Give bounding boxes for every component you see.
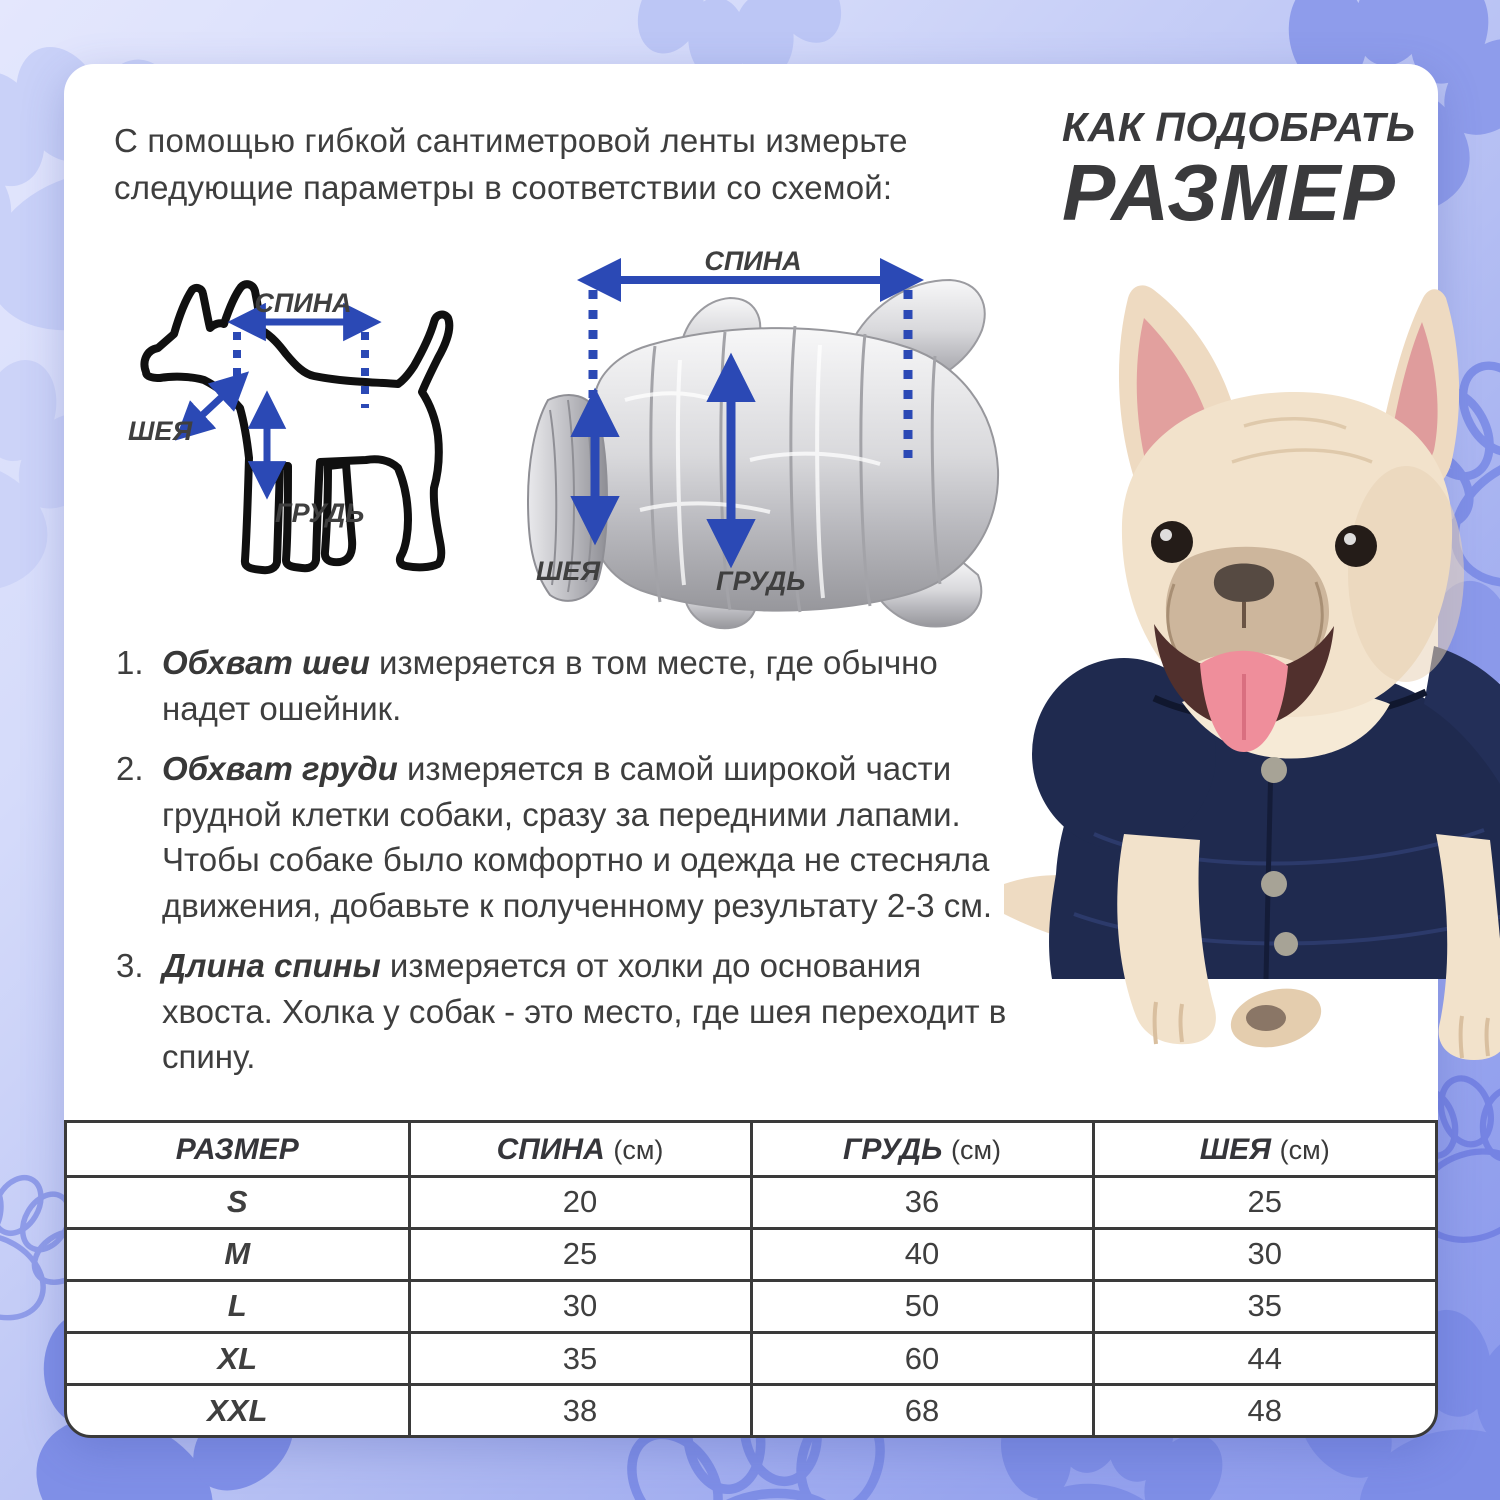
snap-button	[1274, 932, 1298, 956]
item-text: Длина спины измеряется от холки до основания хвоста. Холка у собак - это место, где шея переходит в спину.	[162, 947, 1007, 1076]
left-eye-highlight	[1160, 529, 1172, 541]
chest-cell: 68	[751, 1385, 1093, 1435]
left-eye	[1151, 521, 1193, 563]
chest-label: ГРУДЬ	[716, 566, 806, 596]
chest-cell: 60	[751, 1333, 1093, 1385]
back-label: СПИНА	[254, 288, 352, 318]
item-number: 3.	[116, 947, 144, 985]
instruction-item-2	[116, 746, 1021, 928]
right-eye	[1335, 525, 1377, 567]
rear-paw-pad	[1246, 1005, 1286, 1031]
instruction-item-3	[116, 943, 1021, 1080]
nose	[1214, 564, 1274, 603]
table-row-s	[67, 1176, 1435, 1228]
table-row-xxl	[67, 1385, 1435, 1435]
back-cell: 38	[409, 1385, 751, 1435]
neck-cell: 35	[1093, 1280, 1435, 1332]
header-size: РАЗМЕР	[67, 1123, 409, 1176]
page-title-line2: РАЗМЕР	[1062, 148, 1396, 237]
back-label: СПИНА	[704, 250, 802, 276]
size-cell: S	[67, 1176, 409, 1228]
table-row-m	[67, 1228, 1435, 1280]
size-cell: XXL	[67, 1385, 409, 1435]
back-cell: 35	[409, 1333, 751, 1385]
neck-label: ШЕЯ	[536, 556, 601, 586]
jacket-measurement-diagram	[520, 250, 1020, 645]
head-shading	[1348, 466, 1464, 682]
neck-cell: 30	[1093, 1228, 1435, 1280]
neck-label: ШЕЯ	[128, 416, 193, 446]
size-cell: XL	[67, 1333, 409, 1385]
snap-button	[1261, 757, 1287, 783]
instruction-item-1	[116, 640, 1021, 731]
size-cell: L	[67, 1280, 409, 1332]
page-title	[1062, 104, 1462, 239]
french-bulldog-photo	[1004, 274, 1500, 1094]
item-number: 2.	[116, 750, 144, 788]
snap-button	[1261, 871, 1287, 897]
intro-text: С помощью гибкой сантиметровой ленты измерьте следующие параметры в соответствии со схемой:	[114, 122, 908, 206]
chest-label: ГРУДЬ	[275, 498, 365, 528]
chest-cell: 36	[751, 1176, 1093, 1228]
chest-cell: 50	[751, 1280, 1093, 1332]
neck-cell: 44	[1093, 1333, 1435, 1385]
dog-outline-measurement-diagram	[100, 270, 530, 610]
header-neck: ШЕЯ (см)	[1093, 1123, 1435, 1176]
right-eye-highlight	[1344, 533, 1356, 545]
page-title-line1: КАК ПОДОБРАТЬ	[1062, 104, 1416, 150]
item-text: Обхват груди измеряется в самой широкой части грудной клетки собаки, сразу за передними лапами. Чтобы собаке было комфортно и одежда не стесняла движения, добавьте к полученному результату 2-3 см.	[162, 750, 993, 924]
item-number: 1.	[116, 644, 144, 681]
neck-cell: 25	[1093, 1176, 1435, 1228]
size-table-header-row	[67, 1123, 1435, 1176]
size-table	[64, 1120, 1438, 1438]
chest-cell: 40	[751, 1228, 1093, 1280]
item-text: Обхват шеи измеряется в том месте, где обычно надет ошейник.	[162, 644, 938, 727]
table-row-xl	[67, 1333, 1435, 1385]
neck-cell: 48	[1247, 1392, 1282, 1428]
back-cell: 30	[409, 1280, 751, 1332]
back-cell: 25	[409, 1228, 751, 1280]
table-row-l	[67, 1280, 1435, 1332]
measurement-instructions	[116, 640, 1021, 1095]
size-cell: M	[67, 1228, 409, 1280]
back-cell: 20	[409, 1176, 751, 1228]
header-chest: ГРУДЬ (см)	[751, 1123, 1093, 1176]
header-back: СПИНА (см)	[409, 1123, 751, 1176]
